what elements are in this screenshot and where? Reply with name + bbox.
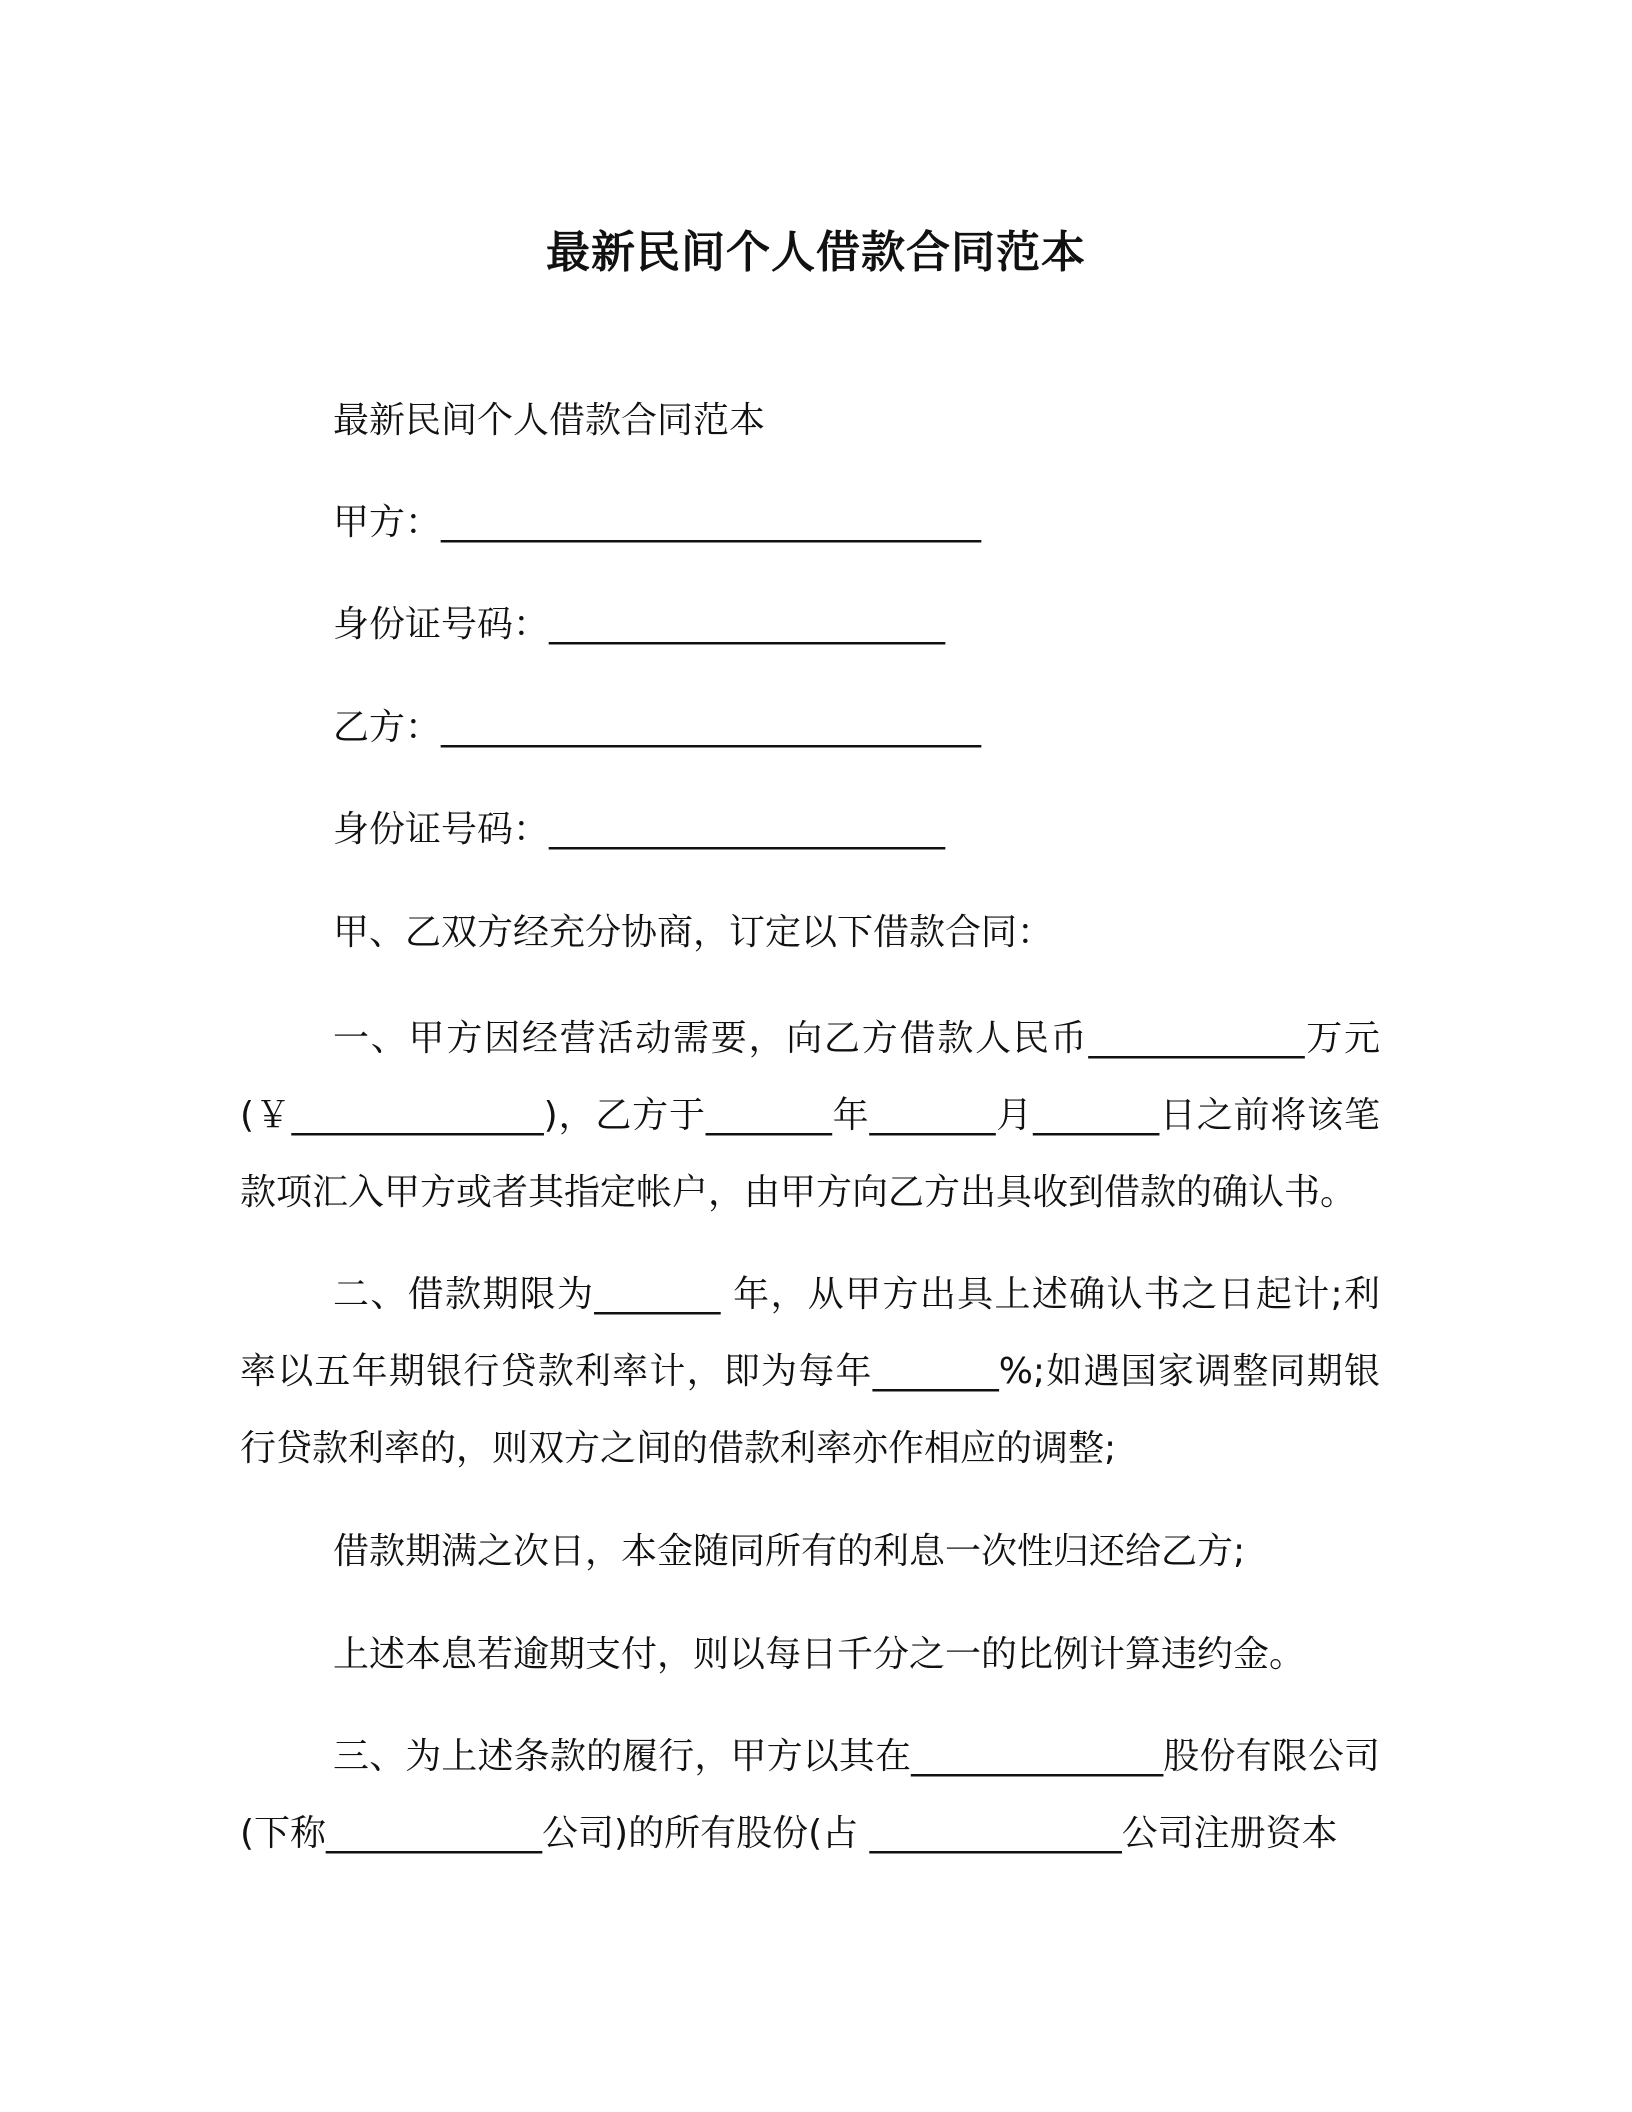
document-title: 最新民间个人借款合同范本 xyxy=(546,227,1086,278)
clause-3: 三、为上述条款的履行，甲方以其在______________股份有限公司(下称____________公司)的所有股份(占 ______________公司注册资本 xyxy=(240,1736,1380,1854)
party-b-id-label: 身份证号码： xyxy=(333,809,550,850)
party-b-label: 乙方： xyxy=(333,707,442,748)
party-a-label: 甲方： xyxy=(333,502,442,543)
party-b-id-blank: ______________________ xyxy=(549,809,946,850)
clause-2-maturity: 借款期满之次日，本金随同所有的利息一次性归还给乙方; xyxy=(333,1531,1246,1572)
clause-1: 一、甲方因经营活动需要，向乙方借款人民币____________万元(￥______________)，乙方于_______年_______月_______日之前将该笔款项汇入甲方或者其指定帐户，由甲方向乙方出具收到借款的确认书。 xyxy=(240,1018,1380,1213)
party-a-field xyxy=(333,498,981,548)
party-a-id-field xyxy=(333,600,945,650)
clause-2: 二、借款期限为_______ 年，从甲方出具上述确认书之日起计;利率以五年期银行贷款利率计，即为每年_______%;如遇国家调整同期银行贷款利率的，则双方之间的借款利率亦作相应的调整; xyxy=(240,1274,1380,1469)
contract-intro: 甲、乙双方经充分协商，订定以下借款合同： xyxy=(333,912,1054,953)
party-a-blank: ______________________________ xyxy=(441,502,982,543)
party-b-id-field xyxy=(333,805,945,855)
party-a-id-blank: ______________________ xyxy=(549,604,946,645)
clause-2-penalty: 上述本息若逾期支付，则以每日千分之一的比例计算违约金。 xyxy=(333,1634,1306,1675)
party-b-field xyxy=(333,703,981,753)
document-subtitle: 最新民间个人借款合同范本 xyxy=(333,400,766,441)
party-b-blank: ______________________________ xyxy=(441,707,982,748)
party-a-id-label: 身份证号码： xyxy=(333,604,550,645)
